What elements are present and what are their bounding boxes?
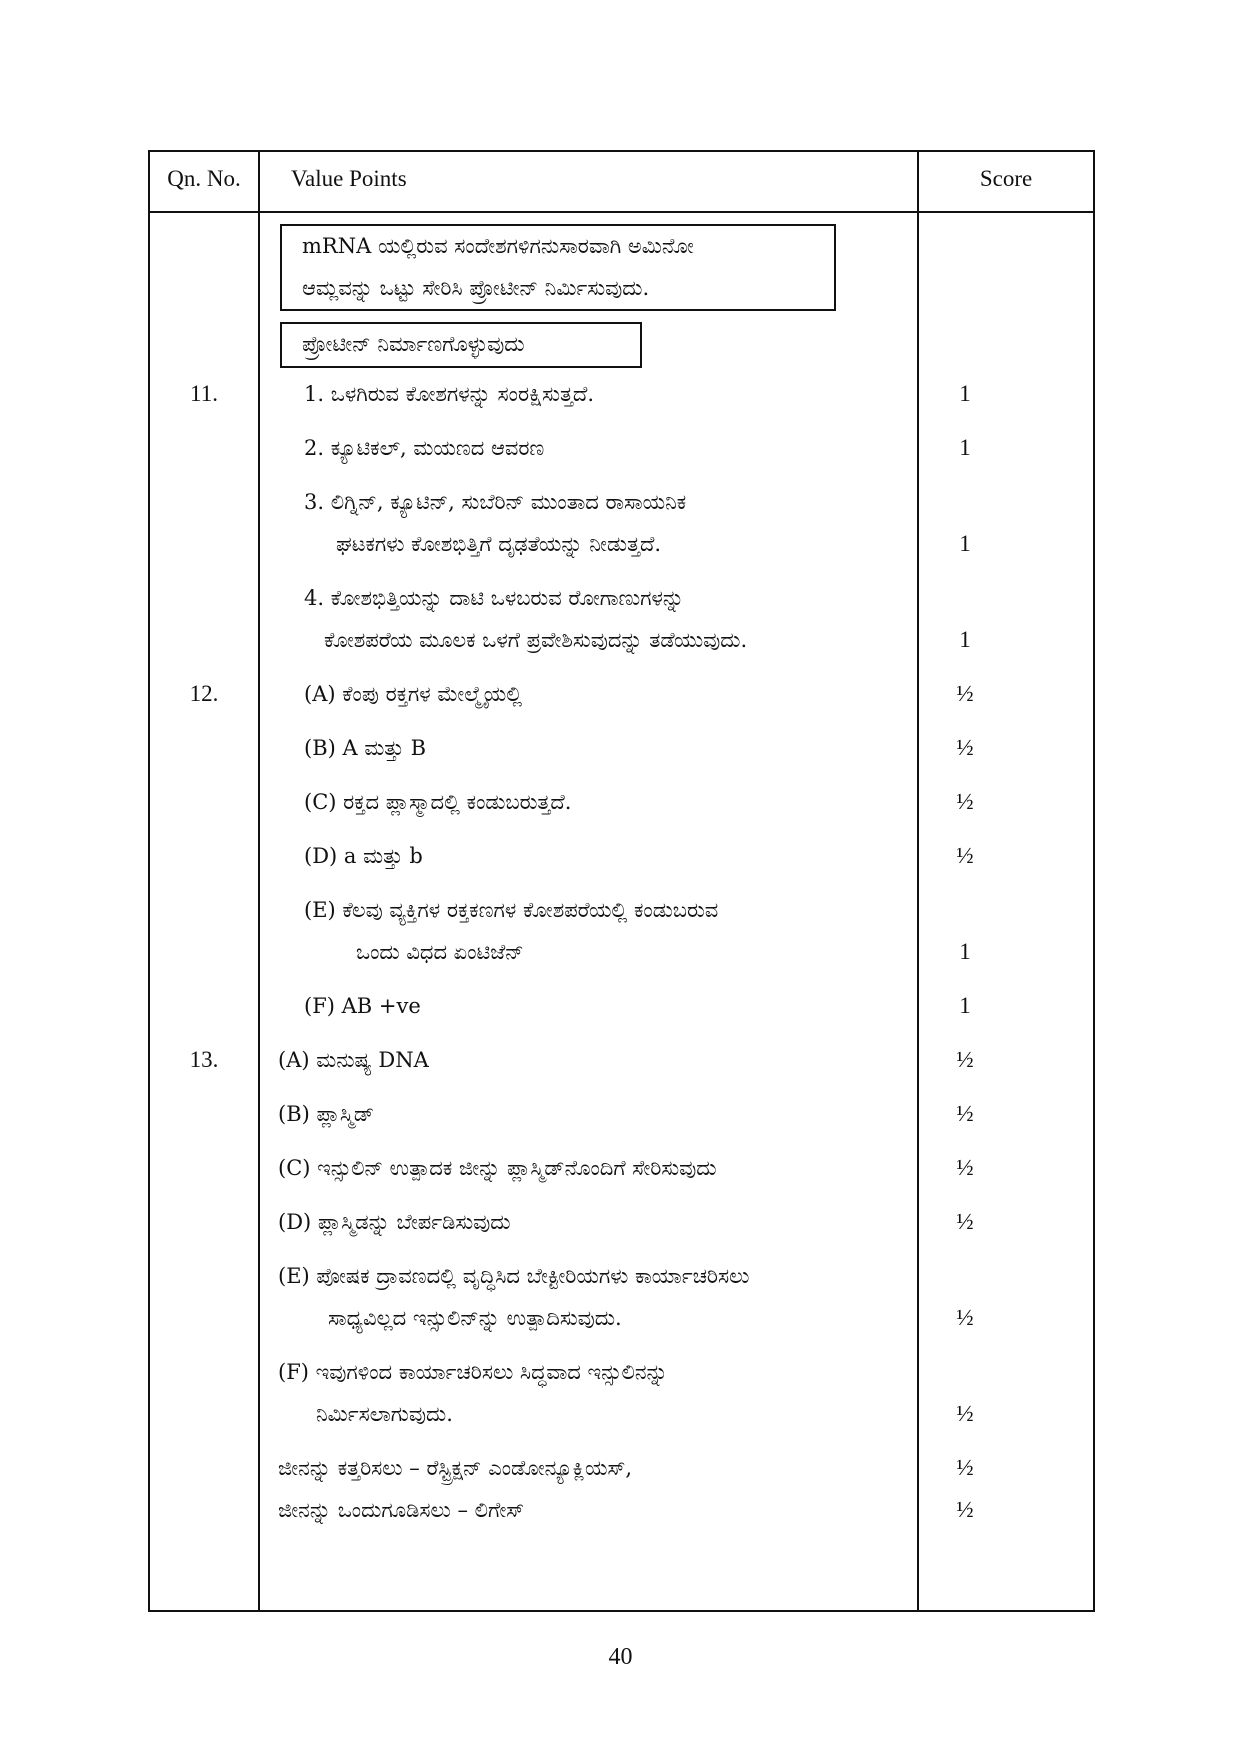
header-divider — [150, 211, 1093, 213]
q12-answer-a: (A) ಕೆಂಪು ರಕ್ತಗಳ ಮೇಲ್ಮೈಯಲ್ಲಿ — [304, 682, 523, 706]
q12-answer-c: (C) ರಕ್ತದ ಪ್ಲಾಸ್ಮಾದಲ್ಲಿ ಕಂಡುಬರುತ್ತದೆ. — [304, 790, 572, 814]
q12-score-c: ½ — [956, 789, 974, 814]
q13-answer-e-line1: (E) ಪೋಷಕ ದ್ರಾವಣದಲ್ಲಿ ವೃದ್ಧಿಸಿದ ಬೇಕ್ಟೀರಿಯಗಳು ಕಾರ್ಯಾಚರಿಸಲು — [278, 1264, 750, 1288]
q11-box2-text: ಪ್ರೋಟೀನ್ ನಿರ್ಮಾಣಗೊಳ್ಳುವುದು — [302, 332, 525, 356]
answer-key-table — [148, 150, 1095, 1612]
q12-answer-f: (F) AB +ve — [304, 994, 421, 1018]
q13-score-d: ½ — [956, 1209, 974, 1234]
q13-score-extra2: ½ — [956, 1497, 974, 1522]
q13-number: 13. — [189, 1047, 219, 1072]
header-value-points: Value Points — [291, 166, 407, 191]
q12-score-a: ½ — [956, 681, 974, 706]
q12-score-b: ½ — [956, 735, 974, 760]
q12-answer-b: (B) A ಮತ್ತು B — [304, 736, 427, 760]
q11-point-4-line2: ಕೋಶಪರೆಯ ಮೂಲಕ ಒಳಗೆ ಪ್ರವೇಶಿಸುವುದನ್ನು ತಡೆಯುವುದು. — [324, 628, 748, 652]
q11-point-2: 2. ಕ್ಯೂಟಿಕಲ್, ಮಯಣದ ಆವರಣ — [304, 436, 545, 460]
header-score: Score — [979, 166, 1033, 191]
q11-score-3: 1 — [959, 531, 971, 556]
q13-answer-e-line2: ಸಾಧ್ಯವಿಲ್ಲದ ಇನ್ಸುಲಿನ್‌ನ್ನು ಉತ್ಪಾದಿಸುವುದು. — [328, 1306, 622, 1330]
q12-answer-e-line1: (E) ಕೆಲವು ವ್ಯಕ್ತಿಗಳ ರಕ್ತಕಣಗಳ ಕೋಶಪರೆಯಲ್ಲಿ ಕಂಡುಬರುವ — [304, 898, 719, 922]
q11-point-3-line1: 3. ಲಿಗ್ನಿನ್, ಕ್ಯೂಟಿನ್, ಸುಬೆರಿನ್ ಮುಂತಾದ ರಾಸಾಯನಿಕ — [304, 490, 687, 514]
q11-score-2: 1 — [959, 435, 971, 460]
q13-extra-line2: ಜೀನನ್ನು ಒಂದುಗೂಡಿಸಲು – ಲಿಗೇಸ್ — [278, 1498, 525, 1522]
q12-score-d: ½ — [956, 843, 974, 868]
q13-score-b: ½ — [956, 1101, 974, 1126]
q13-answer-f-line1: (F) ಇವುಗಳಿಂದ ಕಾರ್ಯಾಚರಿಸಲು ಸಿದ್ಧವಾದ ಇನ್ಸುಲಿನನ್ನು — [278, 1360, 668, 1384]
q13-answer-b: (B) ಪ್ಲಾಸ್ಮಿಡ್ — [278, 1102, 375, 1126]
q12-score-f: 1 — [959, 993, 971, 1018]
column-divider-score — [917, 152, 919, 1610]
column-divider-qn — [258, 152, 260, 1610]
q11-box1-line2: ಆಮ್ಲವನ್ನು ಒಟ್ಟು ಸೇರಿಸಿ ಪ್ರೋಟೀನ್ ನಿರ್ಮಿಸುವುದು. — [302, 276, 650, 300]
q11-score-1: 1 — [959, 381, 971, 406]
q12-score-e: 1 — [959, 939, 971, 964]
page-number: 40 — [608, 1644, 633, 1670]
q13-score-e: ½ — [956, 1305, 974, 1330]
header-qn-no: Qn. No. — [167, 166, 241, 191]
q13-score-a: ½ — [956, 1047, 974, 1072]
q13-answer-d: (D) ಪ್ಲಾಸ್ಮಿಡನ್ನು ಬೇರ್ಪಡಿಸುವುದು — [278, 1210, 511, 1234]
q12-number: 12. — [189, 681, 219, 706]
q11-point-3-line2: ಘಟಕಗಳು ಕೋಶಭಿತ್ತಿಗೆ ದೃಢತೆಯನ್ನು ನೀಡುತ್ತದೆ. — [336, 532, 662, 556]
q11-point-4-line1: 4. ಕೋಶಭಿತ್ತಿಯನ್ನು ದಾಟಿ ಒಳಬರುವ ರೋಗಾಣುಗಳನ್ನು — [304, 586, 685, 610]
q13-score-f: ½ — [956, 1401, 974, 1426]
q13-answer-a: (A) ಮನುಷ್ಯ DNA — [278, 1048, 429, 1072]
q12-answer-e-line2: ಒಂದು ವಿಧದ ಏಂಟಿಜೆನ್ — [356, 940, 524, 964]
q12-answer-d: (D) a ಮತ್ತು b — [304, 844, 423, 868]
q13-answer-f-line2: ನಿರ್ಮಿಸಲಾಗುವುದು. — [316, 1402, 453, 1426]
q13-score-c: ½ — [956, 1155, 974, 1180]
q11-score-4: 1 — [959, 627, 971, 652]
q11-box1-line1: mRNA ಯಲ್ಲಿರುವ ಸಂದೇಶಗಳಿಗನುಸಾರವಾಗಿ ಅಮಿನೋ — [302, 234, 694, 258]
q13-answer-c: (C) ಇನ್ಸುಲಿನ್ ಉತ್ಪಾದಕ ಜೀನ್ನು ಪ್ಲಾಸ್ಮಿಡ್‌ನೊಂದಿಗೆ ಸೇರಿಸುವುದು — [278, 1156, 717, 1180]
q11-point-1: 1. ಒಳಗಿರುವ ಕೋಶಗಳನ್ನು ಸಂರಕ್ಷಿಸುತ್ತದೆ. — [304, 382, 595, 406]
q13-extra-line1: ಜೀನನ್ನು ಕತ್ತರಿಸಲು – ರೆಸ್ಟ್ರಿಕ್ಷನ್ ಎಂಡೋನ್ಯೂಕ್ಲಿಯಸ್, — [278, 1456, 633, 1480]
q11-number: 11. — [190, 381, 218, 406]
q13-score-extra1: ½ — [956, 1455, 974, 1480]
